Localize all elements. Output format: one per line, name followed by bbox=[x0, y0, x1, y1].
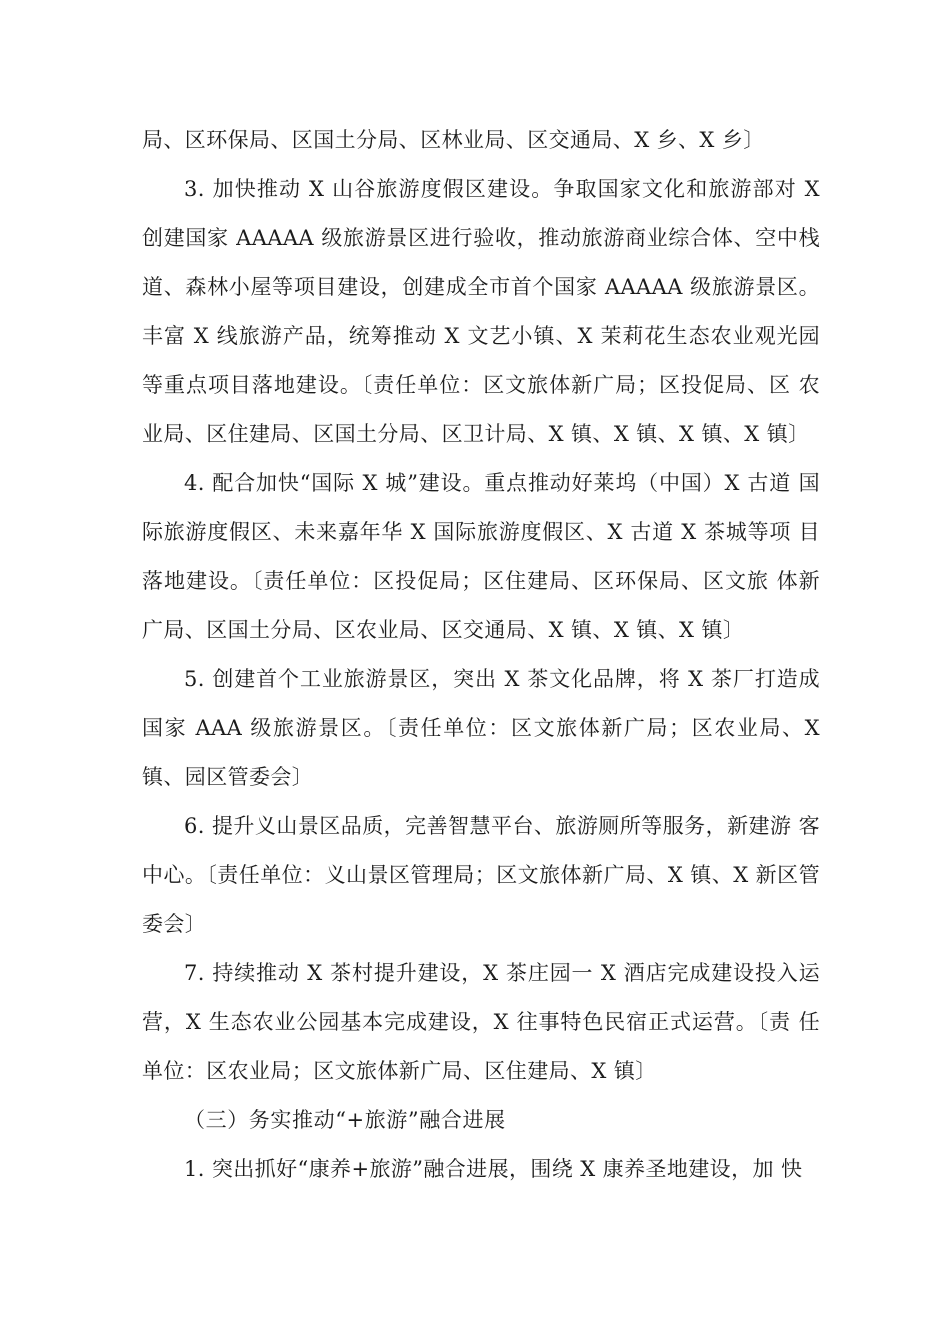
paragraph-item-1: 1. 突出抓好“康养+旅游”融合进展，围绕 X 康养圣地建设，加 快 bbox=[184, 1157, 803, 1181]
document-body bbox=[142, 116, 820, 1194]
paragraph-item-5: 5. 创建首个工业旅游景区，突出 X 茶文化品牌，将 X 茶厂打造成 国家 AAA 级旅游景区。〔责任单位：区文旅体新广局；区农业局、X 镇、园区管委会〕 bbox=[142, 667, 820, 789]
section-heading: （三）务实推动“+旅游”融合进展 bbox=[184, 1108, 506, 1132]
paragraph-continuation: 局、区环保局、区国土分局、区林业局、区交通局、X 乡、X 乡〕 bbox=[142, 128, 765, 152]
paragraph-item-4: 4. 配合加快“国际 X 城”建设。重点推动好莱坞（中国）X 古道 国际旅游度假区、未来嘉年华 X 国际旅游度假区、X 古道 X 茶城等项 目落地建设。〔责任单位：区投促局；区住建局、区环保局、区文旅 体新广局、区国土分局、区农业局、区交通局、X 镇、X 镇、X 镇〕 bbox=[142, 471, 820, 642]
paragraph-item-6: 6. 提升义山景区品质，完善智慧平台、旅游厕所等服务，新建游 客中心。〔责任单位：义山景区管理局；区文旅体新广局、X 镇、X 新区管委会〕 bbox=[142, 814, 820, 936]
paragraph-item-7: 7. 持续推动 X 茶村提升建设，X 茶庄园一 X 酒店完成建设投入运营，X 生态农业公园基本完成建设，X 往事特色民宿正式运营。〔责 任单位：区农业局；区文旅体新广局、区住建局、X 镇〕 bbox=[142, 961, 820, 1083]
paragraph-item-3: 3. 加快推动 X 山谷旅游度假区建设。争取国家文化和旅游部对 X 创建国家 AAAAA 级旅游景区进行验收，推动旅游商业综合体、空中栈 道、森林小屋等项目建设，创建成全市首个国家 AAAAA 级旅游景区。 丰富 X 线旅游产品，统筹推动 X 文艺小镇、X 茉莉花生态农业观光园 等重点项目落地建设。〔责任单位：区文旅体新广局；区投促局、区 农业局、区住建局、区国土分局、区卫计局、X 镇、X 镇、X 镇、X 镇〕 bbox=[142, 177, 820, 446]
